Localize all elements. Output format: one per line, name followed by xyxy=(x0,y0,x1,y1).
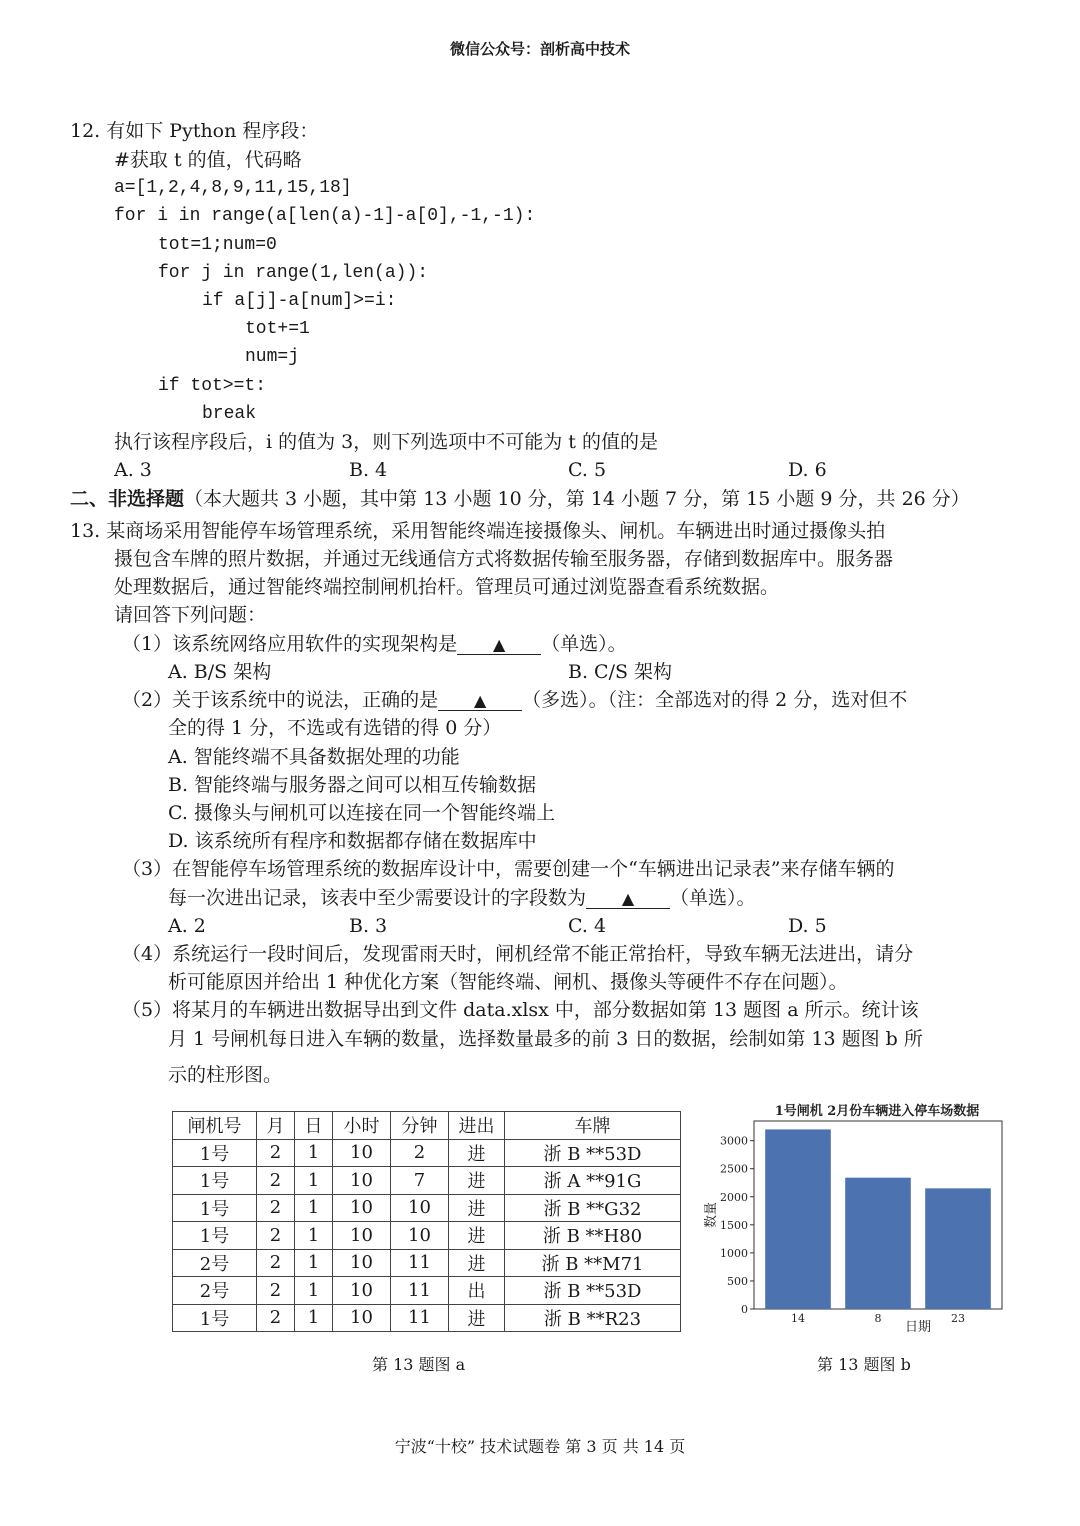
q13-p5-line: 月 1 号闸机每日进入车辆的数量，选择数量最多的前 3 日的数据，绘制如第 13 题图 b 所 xyxy=(168,1028,923,1050)
q13-p4-line: （4）系统运行一段时间后，发现雷雨天时，闸机经常不能正常抬杆，导致车辆无法进出，请分 xyxy=(122,943,914,965)
code-line: for j in range(1,len(a)): xyxy=(158,263,429,283)
table-cell: 10 xyxy=(333,1167,391,1195)
table-cell: 11 xyxy=(391,1277,449,1305)
y-tick-label: 1000 xyxy=(720,1246,748,1260)
q13-p4-line: 析可能原因并给出 1 种优化方案（智能终端、闸机、摄像头等硬件不存在问题）。 xyxy=(168,971,848,993)
table-cell: 10 xyxy=(333,1277,391,1305)
table-row xyxy=(173,1277,681,1305)
code-line: a=[1,2,4,8,9,11,15,18] xyxy=(114,178,352,198)
table-cell: 11 xyxy=(391,1249,449,1277)
y-tick-label: 2500 xyxy=(720,1162,748,1176)
column-header: 闸机号 xyxy=(173,1112,257,1140)
code-line: if tot>=t: xyxy=(158,376,267,396)
page-footer: 宁波“十校” 技术试题卷 第 3 页 共 14 页 xyxy=(394,1437,686,1456)
table-cell: 浙 B **53D xyxy=(505,1139,681,1167)
table-cell: 浙 A **91G xyxy=(505,1167,681,1195)
table-cell: 1 xyxy=(295,1222,333,1250)
column-header: 日 xyxy=(295,1112,333,1140)
table-cell: 10 xyxy=(333,1194,391,1222)
table-row xyxy=(173,1249,681,1277)
table-cell: 浙 B **53D xyxy=(505,1277,681,1305)
table-cell: 10 xyxy=(333,1249,391,1277)
table-cell: 10 xyxy=(333,1222,391,1250)
table-cell: 10 xyxy=(391,1194,449,1222)
table-cell: 10 xyxy=(333,1139,391,1167)
y-tick-label: 0 xyxy=(741,1303,748,1316)
table-cell: 2 xyxy=(257,1304,295,1332)
table-cell: 2 xyxy=(257,1277,295,1305)
code-line: num=j xyxy=(245,347,300,367)
section2-heading xyxy=(70,485,970,513)
q13-p2-option-c: C. 摄像头与闸机可以连接在同一个智能终端上 xyxy=(168,802,555,824)
q13-p2-option-b: B. 智能终端与服务器之间可以相互传输数据 xyxy=(168,774,537,796)
table-cell: 出 xyxy=(449,1277,505,1305)
table-cell: 进 xyxy=(449,1304,505,1332)
answer-blank[interactable]: ▲ xyxy=(457,636,541,655)
q13-intro-line: 处理数据后，通过智能终端控制闸机抬杆。管理员可通过浏览器查看系统数据。 xyxy=(114,576,780,598)
table-cell: 1号 xyxy=(173,1194,257,1222)
code-line: for i in range(a[len(a)-1]-a[0],-1,-1): xyxy=(114,206,536,226)
bar-chart xyxy=(690,1095,1020,1345)
q12-option-d: D. 6 xyxy=(788,459,827,481)
table-header-row xyxy=(173,1112,681,1140)
table-cell: 进 xyxy=(449,1194,505,1222)
table-cell: 10 xyxy=(333,1304,391,1332)
table-cell: 1 xyxy=(295,1249,333,1277)
table-cell: 进 xyxy=(449,1249,505,1277)
x-tick-label: 14 xyxy=(791,1312,805,1325)
y-axis-label: 数量 xyxy=(704,1201,719,1229)
column-header: 车牌 xyxy=(505,1112,681,1140)
table-cell: 1号 xyxy=(173,1139,257,1167)
q12-stem: 12. 有如下 Python 程序段： xyxy=(70,120,319,142)
table-row xyxy=(173,1304,681,1332)
q13-p3: 每一次进出记录，该表中至少需要设计的字段数为 ▲ （单选）。 xyxy=(168,887,756,909)
table-cell: 进 xyxy=(449,1167,505,1195)
table-cell: 1号 xyxy=(173,1222,257,1250)
section2-desc: （本大题共 3 小题，其中第 13 小题 10 分，第 14 小题 7 分，第 15 小题 9 分，共 26 分） xyxy=(184,488,970,510)
answer-blank[interactable]: ▲ xyxy=(438,692,522,711)
table-cell: 2号 xyxy=(173,1249,257,1277)
code-line: tot+=1 xyxy=(245,319,310,339)
y-tick-label: 1500 xyxy=(720,1218,748,1232)
table-cell: 11 xyxy=(391,1304,449,1332)
table-cell: 2 xyxy=(257,1249,295,1277)
table-row xyxy=(173,1139,681,1167)
table-row xyxy=(173,1194,681,1222)
x-tick-label: 23 xyxy=(951,1312,965,1325)
column-header: 小时 xyxy=(333,1112,391,1140)
table-cell: 1 xyxy=(295,1167,333,1195)
q13-p5-line: 示的柱形图。 xyxy=(168,1064,283,1086)
q13-p2-option-d: D. 该系统所有程序和数据都存储在数据库中 xyxy=(168,830,537,852)
table-cell: 1 xyxy=(295,1304,333,1332)
table-cell: 2 xyxy=(257,1167,295,1195)
y-tick-label: 2000 xyxy=(720,1190,748,1204)
q13-p3-line1: （3）在智能停车场管理系统的数据库设计中，需要创建一个“车辆进出记录表”来存储车辆的 xyxy=(122,858,895,880)
q13-p3-option-c: C. 4 xyxy=(568,915,607,937)
answer-blank[interactable]: ▲ xyxy=(586,890,670,909)
figure-b-caption: 第 13 题图 b xyxy=(817,1355,911,1374)
q13-p2: （2）关于该系统中的说法，正确的是 ▲ （多选）。（注：全部选对的得 2 分，选对但不 xyxy=(122,689,908,711)
table-cell: 浙 B **R23 xyxy=(505,1304,681,1332)
table-cell: 2 xyxy=(257,1139,295,1167)
section2-title: 二、非选择题 xyxy=(70,488,185,510)
q12-option-a: A. 3 xyxy=(114,459,152,481)
bar xyxy=(845,1178,911,1309)
table-cell: 浙 B **H80 xyxy=(505,1222,681,1250)
q12-option-b: B. 4 xyxy=(349,459,388,481)
table-cell: 浙 B **M71 xyxy=(505,1249,681,1277)
x-axis-label: 日期 xyxy=(904,1320,932,1335)
q13-intro-line: 13. 某商场采用智能停车场管理系统，采用智能终端连接摄像头、闸机。车辆进出时通过摄像头拍 xyxy=(70,520,886,542)
q13-p5-line: （5）将某月的车辆进出数据导出到文件 data.xlsx 中，部分数据如第 13 题图 a 所示。统计该 xyxy=(122,999,919,1021)
table-cell: 1 xyxy=(295,1194,333,1222)
table-cell: 进 xyxy=(449,1139,505,1167)
code-line: #获取 t 的值，代码略 xyxy=(114,149,302,171)
table-cell: 2 xyxy=(391,1139,449,1167)
bar xyxy=(765,1129,831,1309)
q13-p3-option-a: A. 2 xyxy=(168,915,206,937)
q13-p3-option-d: D. 5 xyxy=(788,915,827,937)
q12-question: 执行该程序段后，i 的值为 3，则下列选项中不可能为 t 的值的是 xyxy=(114,431,658,453)
code-line: break xyxy=(202,404,257,424)
table-cell: 1 xyxy=(295,1277,333,1305)
column-header: 月 xyxy=(257,1112,295,1140)
q13-p2-option-a: A. 智能终端不具备数据处理的功能 xyxy=(168,746,460,768)
column-header: 分钟 xyxy=(391,1112,449,1140)
q13-p2-cont: 全的得 1 分，不选或有选错的得 0 分） xyxy=(168,717,502,739)
table-cell: 进 xyxy=(449,1222,505,1250)
q12-option-c: C. 5 xyxy=(568,459,607,481)
table-cell: 浙 B **G32 xyxy=(505,1194,681,1222)
data-table xyxy=(172,1111,681,1332)
figure-a-caption: 第 13 题图 a xyxy=(372,1355,466,1374)
q13-p1-option-a: A. B/S 架构 xyxy=(168,661,272,683)
chart-title: 1号闸机 2月份车辆进入停车场数据 xyxy=(774,1104,980,1119)
table-cell: 2 xyxy=(257,1194,295,1222)
table-row xyxy=(173,1167,681,1195)
code-line: tot=1;num=0 xyxy=(158,235,277,255)
y-tick-label: 3000 xyxy=(720,1134,748,1148)
table-cell: 2号 xyxy=(173,1277,257,1305)
code-line: if a[j]-a[num]>=i: xyxy=(202,291,397,311)
table-cell: 1号 xyxy=(173,1167,257,1195)
table-cell: 1 xyxy=(295,1139,333,1167)
table-row xyxy=(173,1222,681,1250)
q13-intro-line: 摄包含车牌的照片数据，并通过无线通信方式将数据传输至服务器，存储到数据库中。服务器 xyxy=(114,548,894,570)
table-cell: 7 xyxy=(391,1167,449,1195)
bar xyxy=(925,1188,991,1309)
page-header: 微信公众号：剖析高中技术 xyxy=(449,40,630,58)
table-cell: 10 xyxy=(391,1222,449,1250)
q13-p3-option-b: B. 3 xyxy=(349,915,388,937)
column-header: 进出 xyxy=(449,1112,505,1140)
y-tick-label: 500 xyxy=(727,1274,748,1288)
table-cell: 1号 xyxy=(173,1304,257,1332)
q13-intro-line: 请回答下列问题： xyxy=(114,604,267,626)
x-tick-label: 8 xyxy=(874,1312,882,1325)
q13-p1: （1）该系统网络应用软件的实现架构是 ▲ （单选）。 xyxy=(122,633,627,655)
q13-p1-option-b: B. C/S 架构 xyxy=(568,661,673,683)
table-cell: 2 xyxy=(257,1222,295,1250)
